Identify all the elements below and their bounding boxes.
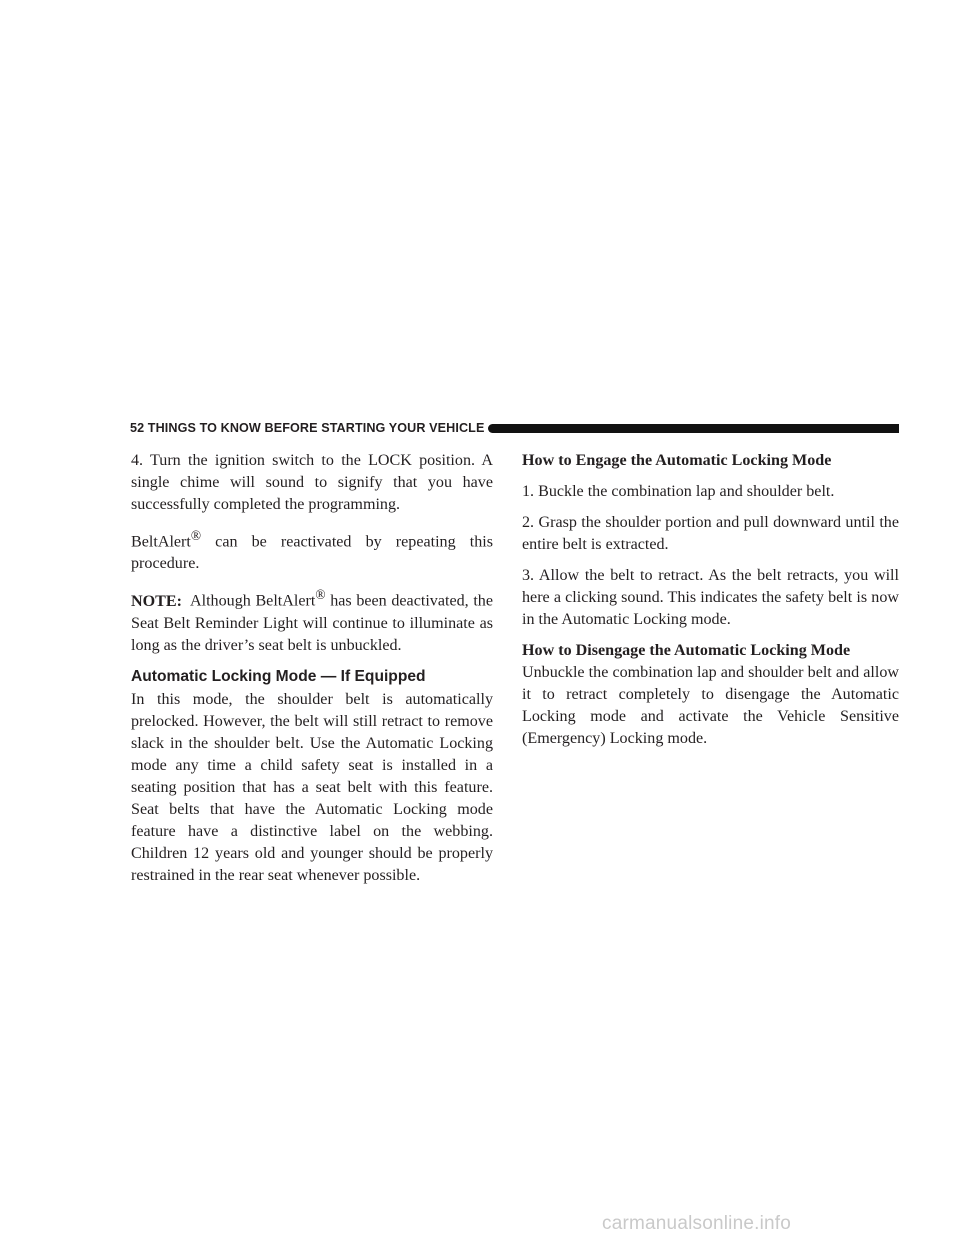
disengage-heading: How to Disengage the Automatic Locking Mode [522, 642, 851, 659]
page-header [130, 419, 899, 439]
note-text-b: has been deactivated, the Seat Belt Reminder Light will continue to illuminate as long as the driver’s seat belt is unbuckled. [131, 592, 493, 654]
right-column [522, 450, 899, 759]
note-text-a: Although BeltAlert [189, 592, 316, 610]
page-number-title: 52 THINGS TO KNOW BEFORE STARTING YOUR VEHICLE [130, 421, 485, 435]
note-label: NOTE: [131, 592, 182, 610]
step-4-paragraph: 4. Turn the ignition switch to the LOCK position. A single chime will sound to signify that you have successfully completed the programming. [131, 452, 493, 513]
beltalert-name: BeltAlert [131, 533, 191, 551]
engage-step-1: 1. Buckle the combination lap and shoulder belt. [522, 483, 835, 500]
header-bar [488, 424, 899, 433]
trademark-symbol: ® [190, 528, 202, 543]
note-paragraph [131, 584, 493, 656]
trademark-symbol: ® [315, 587, 326, 603]
section-body: In this mode, the shoulder belt is automatically prelocked. However, the belt will still retract to remove slack in the shoulder belt. Use the Automatic Locking mode any time a child safety seat is installed in a seating position that has a seat belt with this feature. Seat belts that have the Automatic Locking mode feature have a distinctive label on the webbing. Children 12 years old and younger should be properly restrained in the rear seat whenever possible. [131, 690, 493, 884]
left-column [131, 450, 493, 896]
watermark: carmanualsonline.info [602, 1213, 792, 1234]
engage-step-2: 2. Grasp the shoulder portion and pull downward until the entire belt is extracted. [522, 514, 899, 553]
reactivate-paragraph [131, 525, 493, 575]
engage-heading: How to Engage the Automatic Locking Mode [522, 452, 832, 469]
engage-step-3: 3. Allow the belt to retract. As the belt retracts, you will here a clicking sound. This indicates the safety belt is now in the Automatic Locking mode. [522, 567, 899, 628]
disengage-body: Unbuckle the combination lap and shoulder belt and allow it to retract completely to disengage the Automatic Locking mode and activate the Vehicle Sensitive (Emergency) Locking mode. [522, 664, 899, 747]
section-heading: Automatic Locking Mode — If Equipped [131, 667, 426, 685]
reactivate-text: can be reactivated by repeating this procedure. [131, 533, 493, 573]
